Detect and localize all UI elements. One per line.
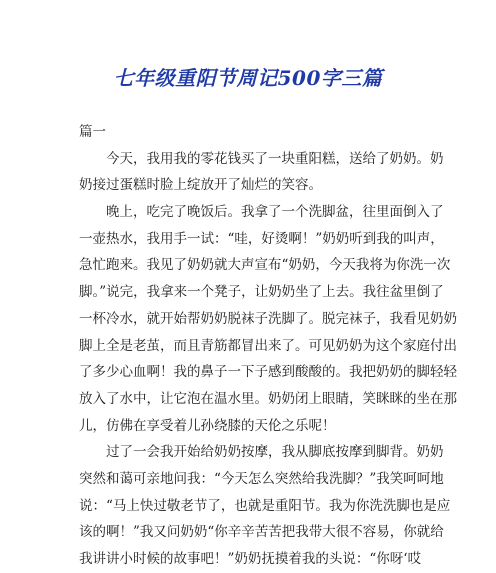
- document-body: [79, 119, 457, 573]
- paragraph-line: 脚。”说完，我拿来一个凳子，让奶奶坐了上去。我往盆里倒了: [79, 284, 444, 301]
- paragraph-line: 儿，仿佛在享受着儿孙绕膝的天伦之乐呢！: [79, 417, 336, 434]
- paragraph-line: 一杯冷水，就开始帮奶奶脱袜子洗脚了。脱完袜子，我看见奶奶: [79, 310, 457, 327]
- paragraph-line: 了多少心血啊！我的鼻子一下子感到酸酸的。我把奶奶的脚轻轻: [79, 364, 457, 381]
- paragraph-line: 奶接过蛋糕时脸上绽放开了灿烂的笑容。: [79, 177, 322, 194]
- paragraph-line: 该的啊！”我又问奶奶“你辛辛苦苦把我带大很不容易，你就给: [79, 524, 444, 541]
- paragraph-line: 今天，我用我的零花钱买了一块重阳糕，送给了奶奶。奶: [106, 150, 444, 167]
- paragraph-line: 过了一会我开始给奶奶按摩，我从脚底按摩到脚背。奶奶: [106, 444, 444, 461]
- paragraph-line: 突然和蔼可亲地问我：“今天怎么突然给我洗脚？”我笑呵呵地: [79, 470, 444, 487]
- section-label: 篇一: [79, 124, 106, 140]
- document-title: 七年级重阳节周记500字三篇: [113, 66, 383, 90]
- paragraph-line: 说：“马上快过敬老节了，也就是重阳节。我为你洗洗脚也是应: [79, 497, 451, 514]
- paragraph-line: 放入了水中，让它泡在温水里。奶奶闭上眼睛，笑眯眯的坐在那: [79, 390, 457, 407]
- paragraph-line: 急忙跑来。我见了奶奶就大声宣布“奶奶，今天我将为你洗一次: [79, 257, 451, 274]
- paragraph-line: 脚上全是老茧，而且青筋都冒出来了。可见奶奶为这个家庭付出: [79, 337, 457, 354]
- paragraph-line: 一壶热水，我用手一试：“哇，好烫啊！”奶奶听到我的叫声，: [79, 230, 444, 247]
- paragraph-line: 晚上，吃完了晚饭后。我拿了一个洗脚盆，往里面倒入了: [106, 204, 444, 221]
- paragraph-line: 我讲讲小时候的故事吧！”奶奶抚摸着我的头说：“你呀‘哎: [79, 551, 422, 567]
